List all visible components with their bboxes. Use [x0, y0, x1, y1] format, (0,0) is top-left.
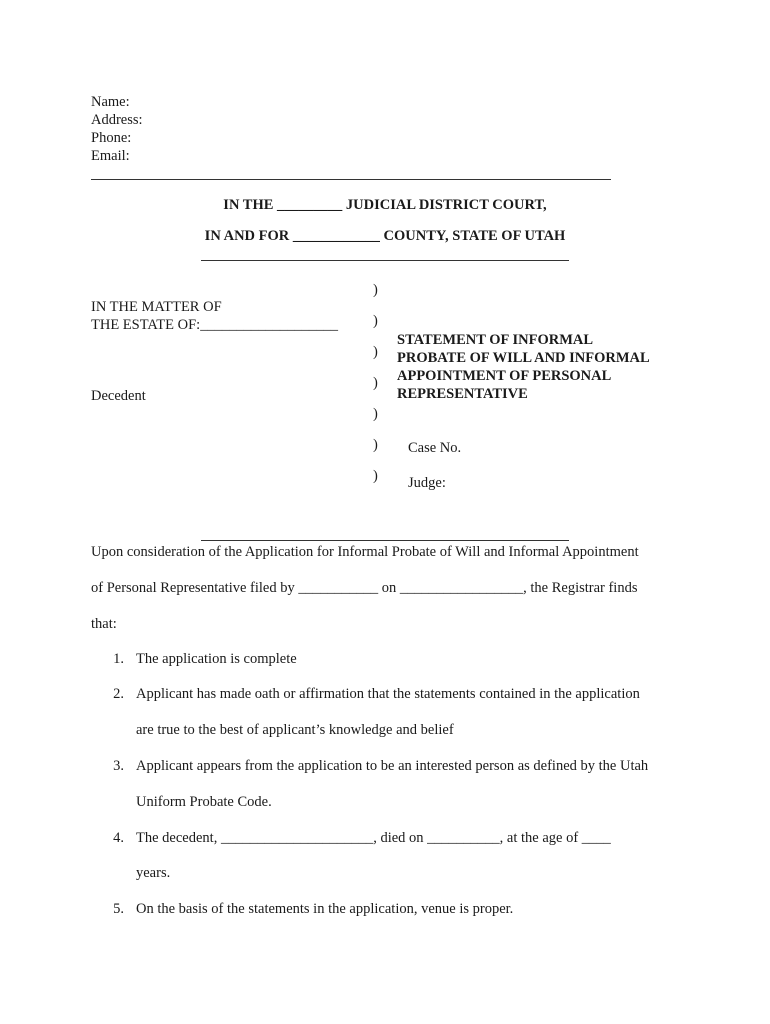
court-line-2: IN AND FOR ____________ COUNTY, STATE OF UTAH	[204, 228, 566, 244]
decedent-label: Decedent	[91, 388, 146, 404]
finding-number: 2.	[113, 686, 124, 702]
caption-paren: )	[373, 313, 378, 329]
intro-line-2: of Personal Representative filed by ___________ on _________________, the Registrar finds	[91, 580, 638, 596]
finding-number: 3.	[113, 758, 124, 774]
phone-label: Phone:	[91, 130, 132, 146]
caption-paren: )	[373, 468, 378, 484]
caption-paren: )	[373, 437, 378, 453]
caption-divider	[201, 540, 569, 541]
judge-label: Judge:	[408, 475, 446, 491]
caption-paren: )	[373, 406, 378, 422]
finding-text: Applicant appears from the application to be an interested person as defined by the Utah	[136, 758, 649, 774]
intro-line-1: Upon consideration of the Application for Informal Probate of Will and Informal Appointment	[91, 544, 639, 560]
finding-text-continued: years.	[136, 865, 171, 881]
document-title-line-4: REPRESENTATIVE	[397, 386, 528, 402]
finding-text: On the basis of the statements in the application, venue is proper.	[136, 901, 514, 917]
caption-paren: )	[373, 282, 378, 298]
court-line-1: IN THE _________ JUDICIAL DISTRICT COURT,	[223, 197, 547, 213]
court-divider	[201, 260, 569, 261]
case-number-label: Case No.	[408, 440, 462, 456]
document-title-line-2: PROBATE OF WILL AND INFORMAL	[397, 350, 650, 366]
finding-number: 5.	[113, 901, 124, 917]
finding-text: The application is complete	[136, 651, 297, 667]
caption-paren: )	[373, 375, 378, 391]
document-title-line-3: APPOINTMENT OF PERSONAL	[397, 368, 612, 384]
finding-text-continued: are true to the best of applicant’s knowledge and belief	[136, 722, 454, 738]
header-divider	[91, 179, 611, 180]
address-label: Address:	[91, 112, 143, 128]
intro-line-3: that:	[91, 616, 117, 632]
email-label: Email:	[91, 148, 130, 164]
finding-number: 1.	[113, 651, 124, 667]
finding-text-continued: Uniform Probate Code.	[136, 794, 272, 810]
finding-text: The decedent, _____________________, died on __________, at the age of ____	[136, 830, 611, 846]
finding-text: Applicant has made oath or affirmation that the statements contained in the application	[136, 686, 640, 702]
estate-of-line: THE ESTATE OF:___________________	[91, 317, 338, 333]
caption-paren: )	[373, 344, 378, 360]
document-title-line-1: STATEMENT OF INFORMAL	[397, 332, 594, 348]
finding-number: 4.	[113, 830, 124, 846]
name-label: Name:	[91, 94, 130, 110]
matter-line-1: IN THE MATTER OF	[91, 299, 222, 315]
